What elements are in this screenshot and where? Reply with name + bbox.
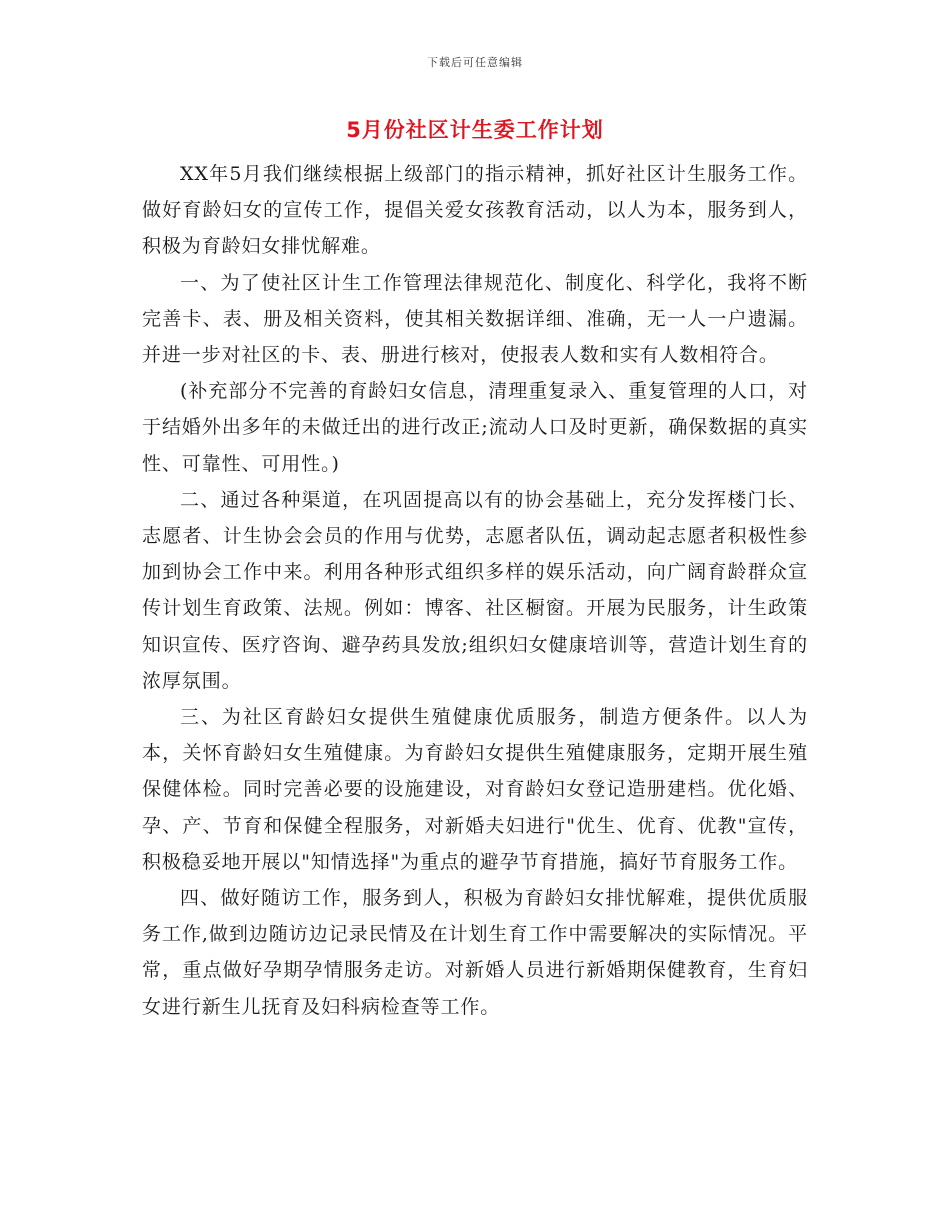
paragraph-section-2: 二、通过各种渠道，在巩固提高以有的协会基础上，充分发挥楼门长、志愿者、计生协会会员的作用与优势，志愿者队伍，调动起志愿者积极性参加到协会工作中来。利用各种形式组织多样的娱乐活动，向广阔育龄群众宣传计划生育政策、法规。例如：博客、社区橱窗。开展为民服务，计生政策知识宣传、医疗咨询、避孕药具发放;组织妇女健康培训等，营造计划生育的浓厚氛围。 xyxy=(142,488,808,692)
paragraph-supplement: (补充部分不完善的育龄妇女信息，清理重复录入、重复管理的人口，对于结婚外出多年的未做迁出的进行改正;流动人口及时更新，确保数据的真实性、可靠性、可用性。) xyxy=(142,380,808,475)
paragraph-section-4: 四、做好随访工作，服务到人，积极为育龄妇女排忧解难，提供优质服务工作,做到边随访边记录民情及在计划生育工作中需要解决的实际情况。平常，重点做好孕期孕情服务走访。对新婚人员进行新婚期保健教育，生育妇女进行新生儿抚育及妇科病检查等工作。 xyxy=(142,887,808,1018)
paragraph-section-3: 三、为社区育龄妇女提供生殖健康优质服务，制造方便条件。以人为本，关怀育龄妇女生殖健康。为育龄妇女提供生殖健康服务，定期开展生殖保健体检。同时完善必要的设施建设，对育龄妇女登记造册建档。优化婚、孕、产、节育和保健全程服务，对新婚夫妇进行"优生、优育、优教"宣传，积极稳妥地开展以"知情选择"为重点的避孕节育措施，搞好节育服务工作。 xyxy=(142,706,808,873)
document-title: 5月份社区计生委工作计划 xyxy=(346,118,604,142)
document-body xyxy=(142,156,808,1025)
paragraph-intro: XX年5月我们继续根据上级部门的指示精神，抓好社区计生服务工作。做好育龄妇女的宣传工作，提倡关爱女孩教育活动，以人为本，服务到人，积极为育龄妇女排忧解难。 xyxy=(142,163,808,258)
header-note: 下载后可任意编辑 xyxy=(427,56,523,69)
paragraph-section-1: 一、为了使社区计生工作管理法律规范化、制度化、科学化，我将不断完善卡、表、册及相关资料，使其相关数据详细、准确，无一人一户遗漏。并进一步对社区的卡、表、册进行核对，使报表人数和实有人数相符合。 xyxy=(142,271,808,367)
